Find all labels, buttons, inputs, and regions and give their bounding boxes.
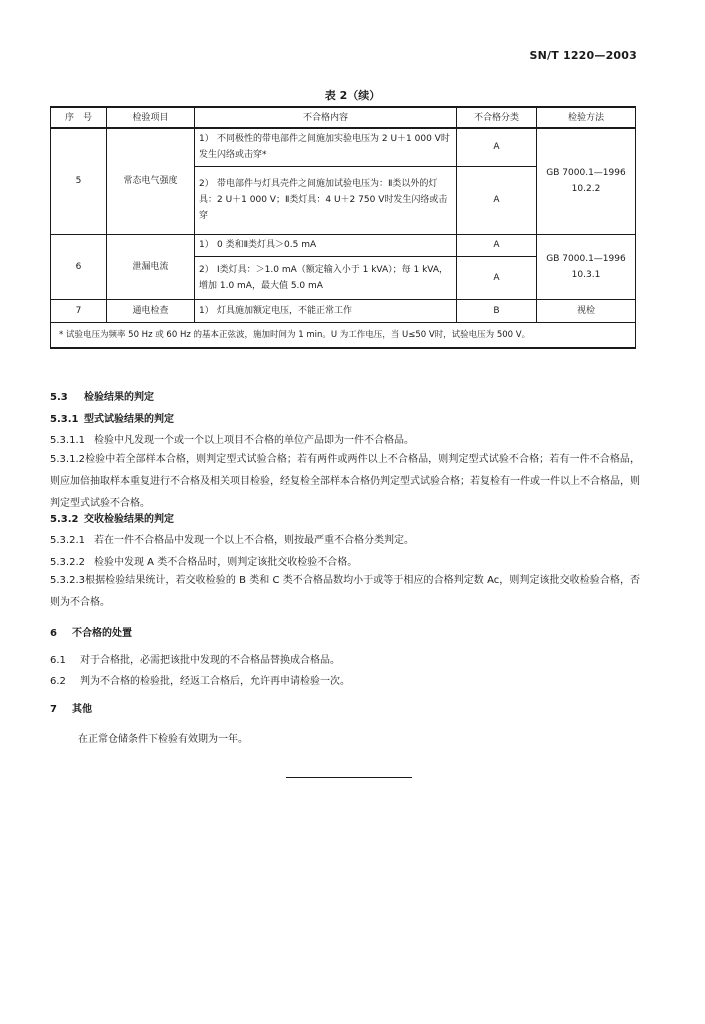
row-item: 通电检查 xyxy=(107,299,195,322)
content-text: 不同极性的带电部件之间施加实验电压为 2 U＋1 000 V时发生闪络或击穿* xyxy=(199,134,450,161)
row-method: GB 7000.1—1996 10.3.1 xyxy=(537,234,636,299)
section-5-3: 5.3 检验结果的判定 xyxy=(50,392,154,403)
content-text: 灯具施加额定电压，不能正常工作 xyxy=(217,305,353,316)
clause-5-3-2-1: 5.3.2.1 若在一件不合格品中发现一个以上不合格，则按最严重不合格分类判定。 xyxy=(50,535,414,546)
table-row xyxy=(51,128,636,166)
row-class: A xyxy=(457,128,537,166)
clause-5-3-2-2: 5.3.2.2 检验中发现 A 类不合格品时，则判定该批交收检验不合格。 xyxy=(50,557,358,568)
section-7: 7 其他 xyxy=(50,704,92,715)
row-no: 5 xyxy=(51,128,107,234)
row-content xyxy=(195,166,457,234)
clause-6-2: 6.2 判为不合格的检验批，经返工合格后，允许再申请检验一次。 xyxy=(50,676,350,687)
content-text: 带电部件与灯具壳件之间施加试验电压为：Ⅱ类以外的灯具：2 U＋1 000 V；Ⅱ类灯具：4 U＋2 750 V时发生闪络或击穿 xyxy=(199,179,448,221)
row-no: 6 xyxy=(51,234,107,299)
clause-5-3-1-1: 5.3.1.1 检验中凡发现一个或一个以上项目不合格的单位产品即为一件不合格品。 xyxy=(50,435,414,446)
content-index: 1） xyxy=(199,134,214,145)
content-index: 1） xyxy=(199,305,214,316)
clause-5-3-1-2: 5.3.1.2检验中若全部样本合格，则判定型式试验合格；若有两件或两件以上不合格品，则判定型式试验不合格；若有一件不合格品，则应加倍抽取样本重复进行不合格及相关项目检验，经复检全部样本合格仍判定型式试验合格；若复检有一件或一件以上不合格品，则判定型式试验不合格。 xyxy=(50,454,640,509)
row-content xyxy=(195,256,457,299)
content-index: 2） xyxy=(199,179,214,189)
col-header-class: 不合格分类 xyxy=(457,107,537,128)
section-5-3-1: 5.3.1 型式试验结果的判定 xyxy=(50,414,174,425)
row-class: B xyxy=(457,299,537,322)
row-class: A xyxy=(457,234,537,256)
row-method: GB 7000.1—1996 10.2.2 xyxy=(537,128,636,234)
table-row xyxy=(51,299,636,322)
row-content xyxy=(195,128,457,166)
col-header-item: 检验项目 xyxy=(107,107,195,128)
row-content xyxy=(195,234,457,256)
inspection-table xyxy=(50,106,636,349)
section-5-3-2: 5.3.2 交收检验结果的判定 xyxy=(50,514,174,525)
row-content xyxy=(195,299,457,322)
table-footnote: * 试验电压为频率 50 Hz 或 60 Hz 的基本正弦波，施加时间为 1 min。U 为工作电压，当 U≤50 V时，试验电压为 500 V。 xyxy=(51,322,636,348)
clause-5-3-2-3: 5.3.2.3根据检验结果统计，若交收检验的 B 类和 C 类不合格品数均小于或等于相应的合格判定数 Ac，则判定该批交收检验合格，否则为不合格。 xyxy=(50,575,640,608)
table-header-row xyxy=(51,107,636,128)
content-index: 2） xyxy=(199,264,214,275)
row-class: A xyxy=(457,166,537,234)
row-class: A xyxy=(457,256,537,299)
row-item: 常态电气强度 xyxy=(107,128,195,234)
standard-code: SN/T 1220—2003 xyxy=(529,49,637,62)
clause-6-1: 6.1 对于合格批，必需把该批中发现的不合格品替换成合格品。 xyxy=(50,655,340,666)
table-footnote-row xyxy=(51,322,636,348)
row-no: 7 xyxy=(51,299,107,322)
row-method: 视检 xyxy=(537,299,636,322)
table-row xyxy=(51,234,636,256)
table-caption: 表 2（续） xyxy=(324,89,381,102)
col-header-no: 序 号 xyxy=(51,107,107,128)
section-6: 6 不合格的处置 xyxy=(50,628,132,639)
end-rule xyxy=(286,777,412,778)
content-text: 0 类和Ⅱ类灯具＞0.5 mA xyxy=(217,240,317,250)
content-index: 1） xyxy=(199,240,214,250)
content-text: Ⅰ类灯具：＞1.0 mA（额定输入小于 1 kVA）；每 1 kVA，增加 1.0 mA，最大值 5.0 mA xyxy=(199,264,449,291)
col-header-content: 不合格内容 xyxy=(195,107,457,128)
col-header-method: 检验方法 xyxy=(537,107,636,128)
row-item: 泄漏电流 xyxy=(107,234,195,299)
clause-7-text: 在正常仓储条件下检验有效期为一年。 xyxy=(78,734,248,745)
